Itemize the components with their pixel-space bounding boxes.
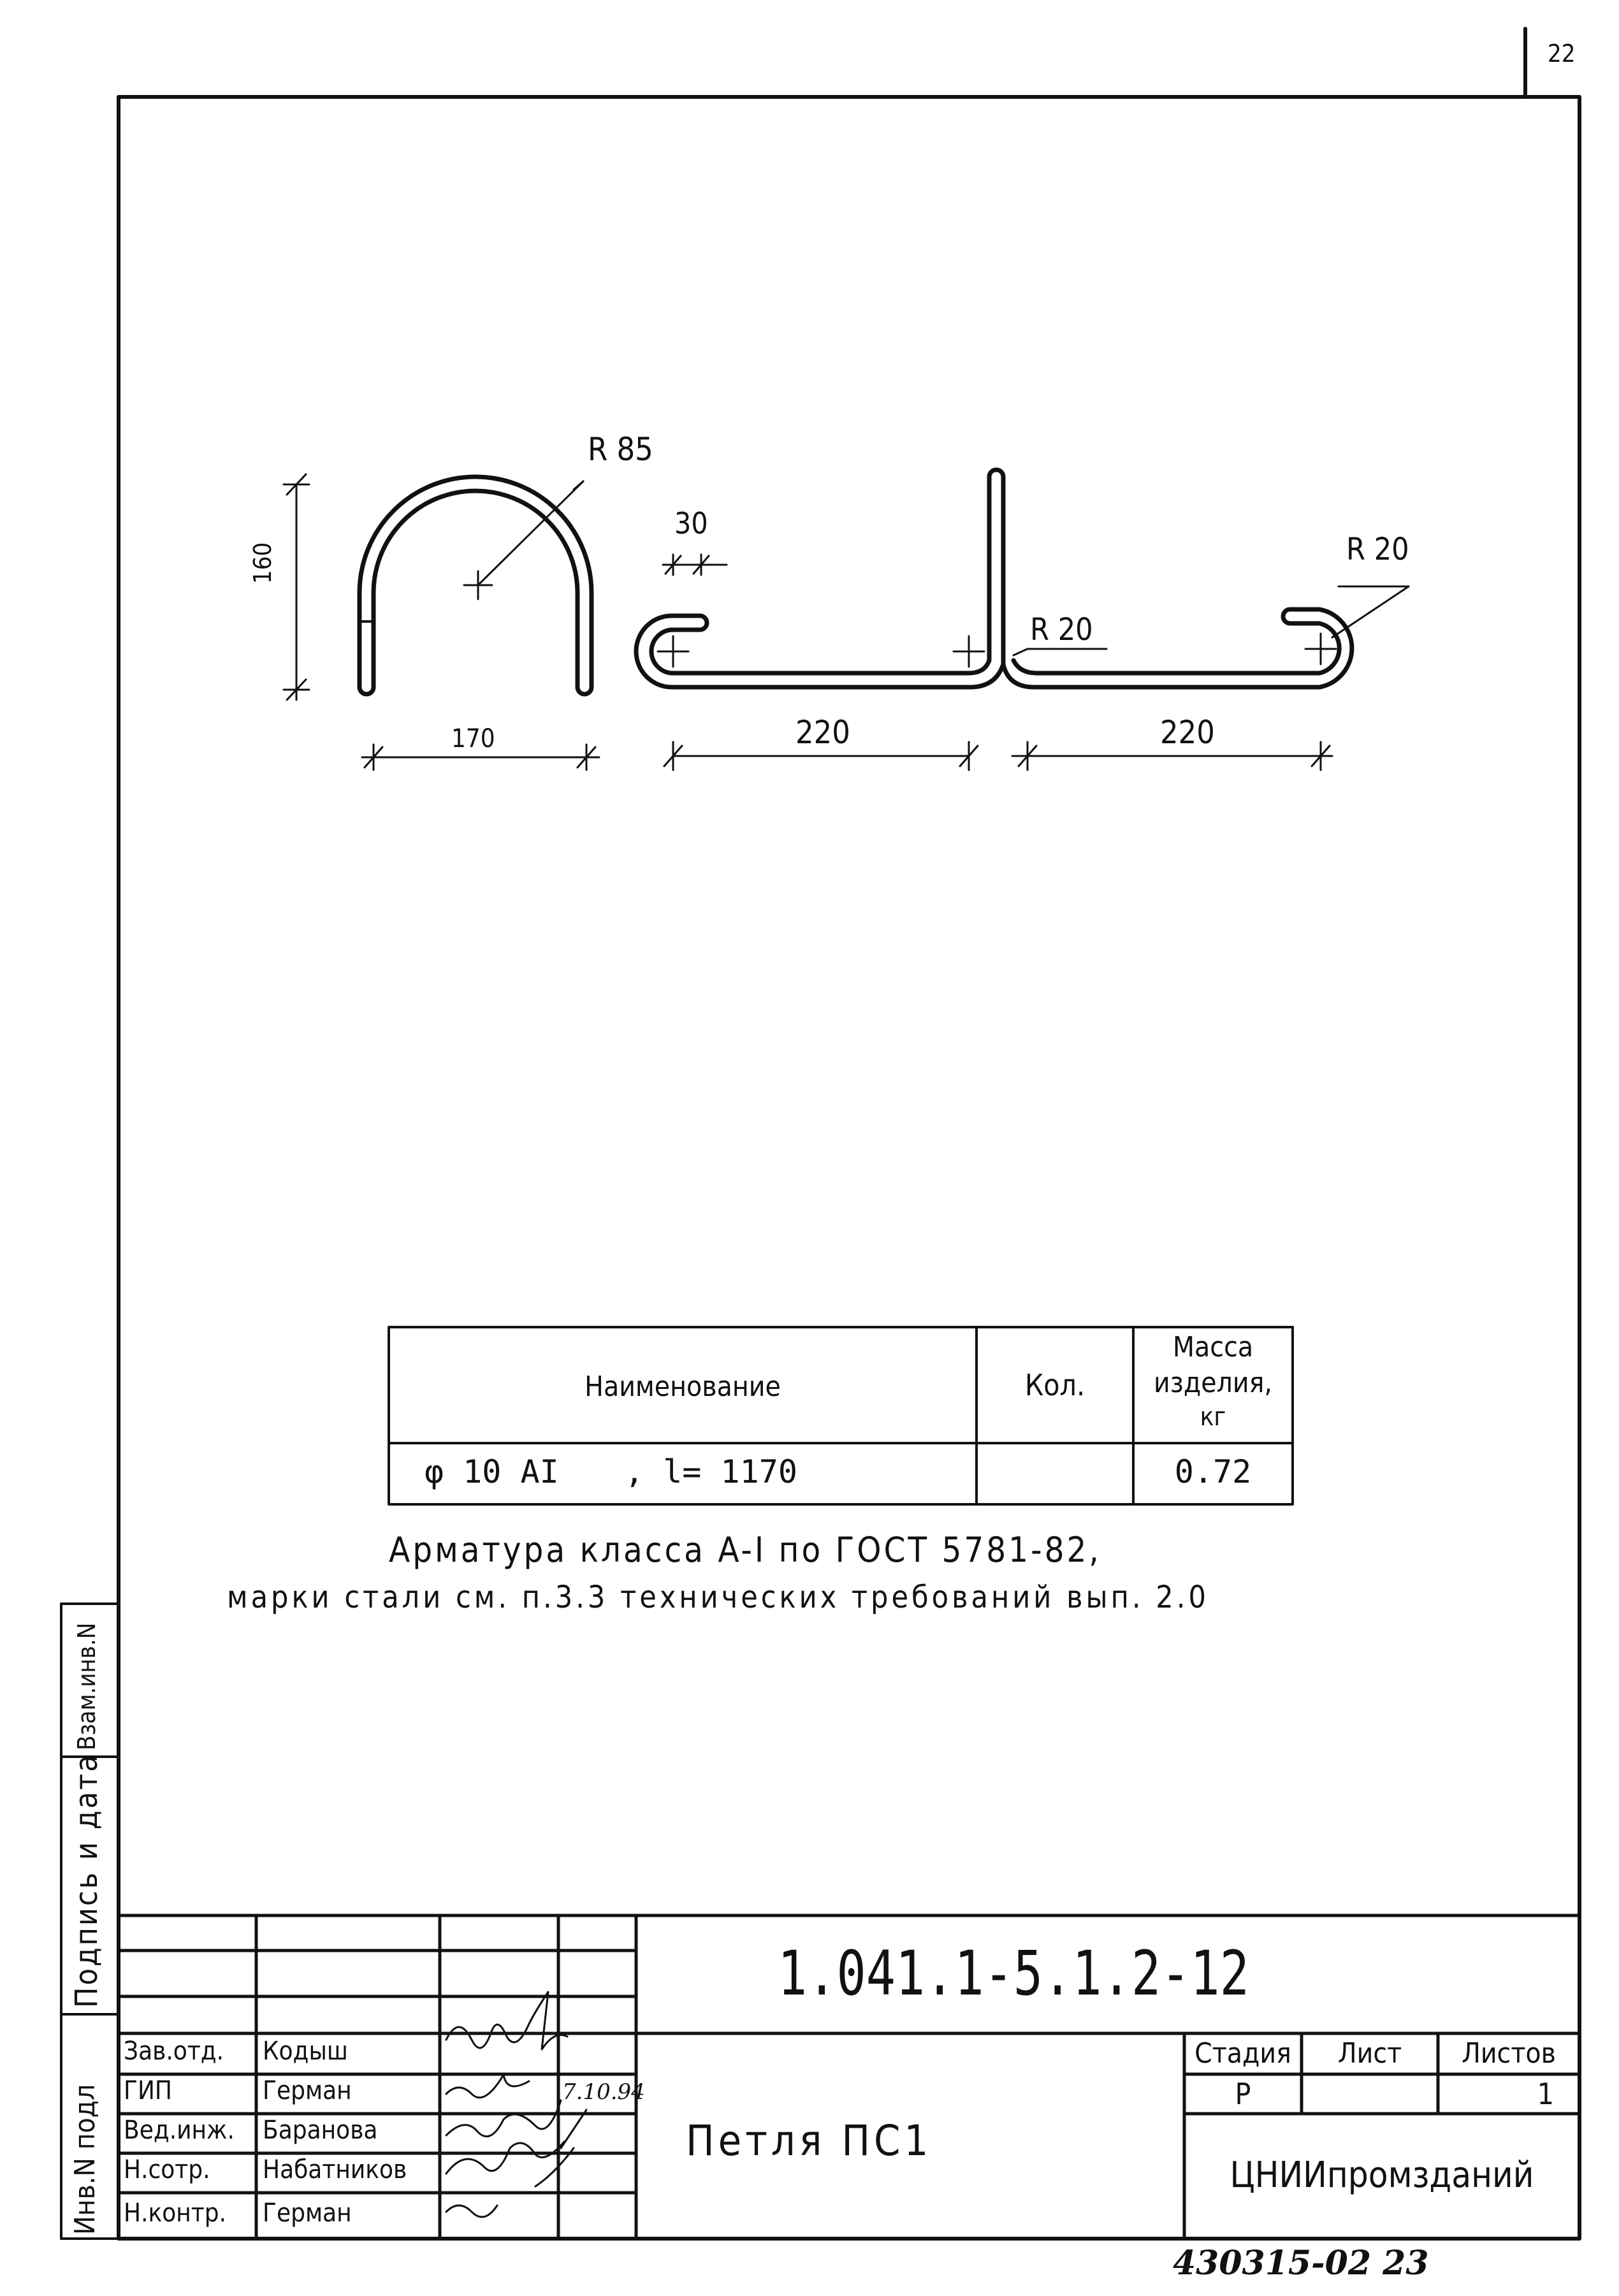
spec-row-name-bar: φ 10 AI — [425, 1453, 559, 1490]
name-ved-inzh: Баранова — [263, 2116, 378, 2145]
spec-header-name: Наименование — [584, 1370, 781, 1403]
spec-header-mass-3: кг — [1200, 1402, 1226, 1432]
hook-loop-drawing — [636, 470, 1352, 687]
hook-loop-dims — [658, 555, 1409, 770]
document-code: 1.041.1-5.1.2-12 — [778, 1938, 1249, 2009]
sheets-header: Листов — [1462, 2037, 1556, 2070]
role-gip: ГИП — [124, 2076, 172, 2105]
name-n-sotr: Набатников — [263, 2155, 407, 2184]
sheet-frame — [119, 97, 1579, 2239]
offset-30-label: 30 — [674, 506, 708, 541]
note-line-1: Арматура класса A-I по ГОСТ 5781-82, — [389, 1530, 1101, 1570]
date-gip: 7.10.94 — [562, 2079, 645, 2105]
width-170-label: 170 — [451, 724, 495, 753]
side-stamp-signature-date: Подпись и дата — [69, 1753, 105, 2008]
spec-header-mass-2: изделия, — [1154, 1367, 1272, 1399]
stage-value: Р — [1235, 2077, 1251, 2111]
radius-85-label: R 85 — [588, 431, 653, 468]
document-title: Петля ПС1 — [686, 2116, 933, 2165]
spec-row-mass: 0.72 — [1174, 1453, 1252, 1490]
name-gip: Герман — [263, 2076, 352, 2105]
spec-header-qty: Кол. — [1024, 1368, 1085, 1402]
stage-header: Стадия — [1194, 2037, 1291, 2070]
side-stamp-inventory: Инв.N подл — [69, 2084, 101, 2235]
height-160-label: 160 — [249, 542, 277, 584]
role-n-sotr: Н.сотр. — [124, 2155, 210, 2184]
page-number: 22 — [1548, 40, 1576, 68]
role-zav-otd: Зав.отд. — [124, 2037, 224, 2066]
organization-name: ЦНИИпромзданий — [1230, 2154, 1534, 2196]
sheets-value: 1 — [1537, 2077, 1554, 2111]
u-loop-dims — [284, 474, 599, 770]
name-n-kontr: Герман — [263, 2198, 352, 2228]
name-zav-otd: Кодыш — [263, 2037, 348, 2066]
length-220-right-label: 220 — [1160, 714, 1215, 751]
sheet-header: Лист — [1337, 2037, 1402, 2070]
role-n-kontr: Н.контр. — [124, 2198, 227, 2228]
radius-20-mid-label: R 20 — [1030, 612, 1093, 648]
note-line-2: марки стали см. п.3.3 технических требований вып. 2.0 — [227, 1580, 1209, 1615]
archive-number: 430315-02 23 — [1173, 2244, 1429, 2283]
spec-row-name-length: , l= 1170 — [625, 1453, 797, 1490]
radius-20-right-label: R 20 — [1346, 532, 1409, 567]
side-stamp-replacement: Взам.инв.N — [73, 1622, 101, 1750]
role-ved-inzh: Вед.инж. — [124, 2116, 235, 2145]
length-220-left-label: 220 — [795, 714, 850, 751]
spec-header-mass-1: Масса — [1172, 1331, 1254, 1363]
